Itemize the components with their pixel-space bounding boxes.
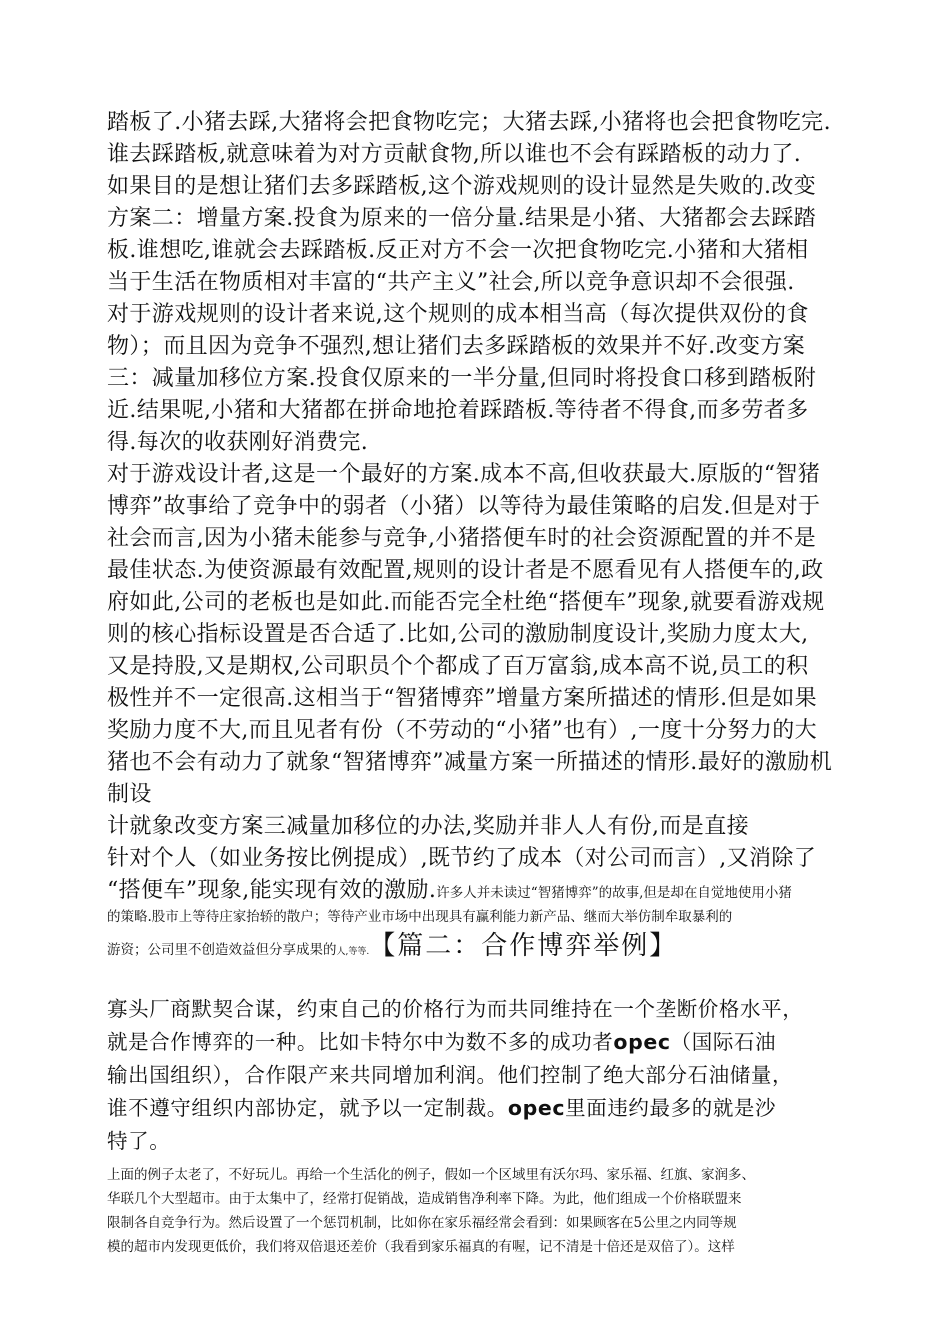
text-line: 如果目的是想让猪们去多踩踏板,这个游戏规则的设计显然是失败的.改变 bbox=[107, 174, 817, 199]
text-line: 寡头厂商默契合谋，约束自己的价格行为而共同维持在一个垄断价格水平， bbox=[107, 997, 804, 1021]
text-line: 对于游戏规则的设计者来说,这个规则的成本相当高（每次提供双份的食 bbox=[107, 302, 809, 327]
text-segment: 谁不遵守组织内部协定，就予以一定制裁。 bbox=[107, 1096, 508, 1120]
text-line: 奖励力度不大,而且见者有份（不劳动的“小猪”也有）,一度十分努力的大 bbox=[107, 718, 818, 743]
section-heading: 【篇二：合作博弈举例】 bbox=[369, 931, 678, 961]
mixed-text-line bbox=[107, 925, 677, 962]
text-line: 近.结果呢,小猪和大猪都在拼命地抢着踩踏板.等待者不得食,而多劳者多 bbox=[107, 398, 809, 423]
mixed-text-line bbox=[107, 1091, 776, 1121]
text-segment: （国际石油 bbox=[670, 1030, 777, 1054]
text-line: 得.每次的收获刚好消费完. bbox=[107, 430, 369, 455]
text-line: 博弈”故事给了竞争中的弱者（小猪）以等待为最佳策略的启发.但是对于 bbox=[107, 494, 821, 519]
text-line: 对于游戏设计者,这是一个最好的方案.成本不高,但收获最大.原版的“智猪 bbox=[107, 462, 821, 487]
text-segment: 里面违约最多的就是沙 bbox=[565, 1096, 777, 1120]
mixed-text-line bbox=[107, 873, 792, 904]
text-line: 则的核心指标设置是否合适了.比如,公司的激励制度设计,奖励力度太大, bbox=[107, 622, 809, 647]
text-line: 最佳状态.为使资源最有效配置,规则的设计者是不愿看见有人搭便车的,政 bbox=[107, 558, 824, 583]
text-line: 特了。 bbox=[107, 1129, 171, 1153]
text-segment: opec bbox=[613, 1030, 671, 1054]
text-line: 猪也不会有动力了就象“智猪博弈”减量方案一所描述的情形.最好的激励机 bbox=[107, 750, 833, 775]
text-segment: “搭便车”现象,能实现有效的激励. bbox=[107, 878, 437, 903]
text-line: 当于生活在物质相对丰富的“共产主义”社会,所以竞争意识却不会很强. bbox=[107, 270, 795, 295]
text-segment: opec bbox=[507, 1096, 566, 1120]
text-line: 三：减量加移位方案.投食仅原来的一半分量,但同时将投食口移到踏板附 bbox=[107, 366, 817, 391]
text-segment: 就是合作博弈的一种。比如卡特尔中为数不多的成功者 bbox=[107, 1030, 614, 1054]
text-line: 又是持股,又是期权,公司职员个个都成了百万富翁,成本高不说,员工的积 bbox=[107, 654, 809, 679]
text-line: 极性并不一定很高.这相当于“智猪博弈”增量方案所描述的情形.但是如果 bbox=[107, 686, 818, 711]
text-line: 模的超市内发现更低价，我们将双倍退还差价（我看到家乐福真的有喔，记不清是十倍还是双倍了）。这样 bbox=[107, 1239, 735, 1255]
text-line: 方案二：增量方案.投食为原来的一倍分量.结果是小猪、大猪都会去踩踏 bbox=[107, 206, 817, 231]
text-line: 府如此,公司的老板也是如此.而能否完全杜绝“搭便车”现象,就要看游戏规 bbox=[107, 590, 825, 615]
text-segment: 许多人并未读过“智猪博弈”的故事,但是却在自觉地使用小猪 bbox=[436, 885, 792, 901]
text-line: 的策略.股市上等待庄家抬轿的散户；等待产业市场中出现具有赢利能力新产品、继而大举仿制牟取暴利的 bbox=[107, 909, 733, 925]
text-line: 计就象改变方案三减量加移位的办法,奖励并非人人有份,而是直接 bbox=[107, 814, 749, 839]
text-line: 针对个人（如业务按比例提成）,既节约了成本（对公司而言）,又消除了 bbox=[107, 846, 817, 871]
text-line: 华联几个大型超市。由于太集中了，经常打促销战，造成销售净利率下降。为此，他们组成一个价格联盟来 bbox=[107, 1191, 742, 1207]
text-line: 物）；而且因为竞争不强烈,想让猪们去多踩踏板的效果并不好.改变方案 bbox=[107, 334, 806, 359]
text-segment: 游资；公司里不创造效益但分享成果的 bbox=[107, 942, 337, 958]
text-line: 制设 bbox=[107, 782, 152, 807]
text-line: 社会而言,因为小猪未能参与竞争,小猪搭便车时的社会资源配置的并不是 bbox=[107, 526, 817, 551]
text-line: 上面的例子太老了，不好玩儿。再给一个生活化的例子，假如一个区域里有沃尔玛、家乐福、红旗、家润多、 bbox=[107, 1167, 755, 1183]
mixed-text-line bbox=[107, 1025, 776, 1055]
text-line: 限制各自竞争行为。然后设置了一个惩罚机制，比如你在家乐福经常会看到：如果顾客在5公里之内同等规 bbox=[107, 1215, 737, 1231]
text-segment: 人,等等. bbox=[336, 947, 370, 957]
text-line: 板.谁想吃,谁就会去踩踏板.反正对方不会一次把食物吃完.小猪和大猪相 bbox=[107, 238, 809, 263]
text-line: 踏板了.小猪去踩,大猪将会把食物吃完；大猪去踩,小猪将也会把食物吃完. bbox=[107, 110, 831, 135]
text-line: 谁去踩踏板,就意味着为对方贡献食物,所以谁也不会有踩踏板的动力了. bbox=[107, 142, 802, 167]
text-line: 输出国组织），合作限产来共同增加利润。他们控制了绝大部分石油储量， bbox=[107, 1063, 794, 1087]
